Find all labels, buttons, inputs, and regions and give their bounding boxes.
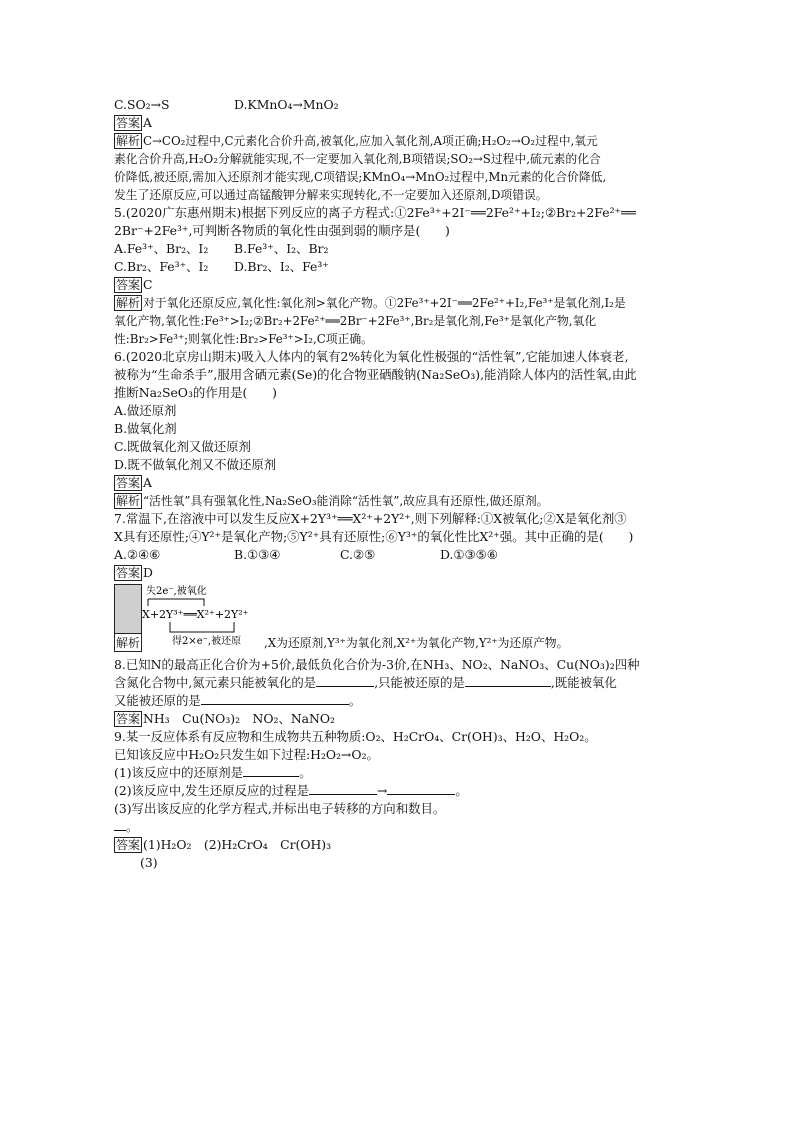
q5-option-b: B.Fe³⁺、I₂、Br₂ [234,241,329,256]
q9-line-2: 已知该反应中H₂O₂只发生如下过程:H₂O₂→O₂。 [114,747,379,762]
q5-analysis-text: 对于氧化还原反应,氧化性:氧化剂>氧化产物。①2Fe³⁺+2I⁻══2Fe²⁺+I₂,Fe³⁺是氧化剂,I₂是 [143,296,626,310]
q5-analysis-1 [114,294,684,312]
q4-analysis-1 [114,132,684,150]
q8-blank-2[interactable] [465,674,551,687]
q6-answer [114,474,684,492]
q9-answer-3: (3) [140,855,158,870]
q9-blank-end: 。 [126,819,139,834]
q7-option-a: A.②④⑥ [114,547,161,562]
q7-analysis-text: ,X为还原剂,Y³⁺为氧化剂,X²⁺为氧化产物,Y²⁺为还原产物。 [264,636,569,650]
q7-answer-value: D [143,565,153,580]
q9-sub2-text: (2)该反应中,发生还原反应的过程是 [114,783,309,798]
q4-analysis-2: 素化合价升高,H₂O₂分解就能实现,不一定要加入氧化剂,B项错误;SO₂→S过程中,硫元素的化合 [114,152,601,166]
q8-line-3 [114,692,684,710]
q5-options-cd [114,258,684,276]
q6-stem-1: 6.(2020北京房山期末)吸入人体内的氧有2%转化为氧化性极强的“活性氧”,它能加速人体衰老, [114,349,629,364]
q8-line-1: 8.已知N的最高正化合价为+5价,最低负化合价为-3价,在NH₃、NO₂、NaNO₃、Cu(NO₃)₂四种 [114,657,640,672]
q7-stem-1: 7.常温下,在溶液中可以发生反应X+2Y³⁺══X²⁺+2Y²⁺,则下列解释:①X被氧化;②X是氧化剂③ [114,511,627,526]
q8-text-e: 。 [348,693,362,708]
q5-stem-2: 2Br⁻+2Fe³⁺,可判断各物质的氧化性由强到弱的顺序是( ) [114,223,450,238]
q9-sub2-end: 。 [455,783,468,798]
analysis-label: 解析 [115,633,141,651]
q8-blank-1[interactable] [316,674,374,687]
q9-sub2-arrow: → [376,783,388,798]
q7-electron-transfer-diagram [114,584,684,654]
q7-option-d: D.①③⑤⑥ [440,547,498,562]
electron-transfer-svg [142,584,262,654]
q8-answer [114,710,684,728]
q4-option-c: C.SO₂→S [114,97,170,112]
q6-stem-2: 被称为“生命杀手”,服用含硒元素(Se)的化合物亚硒酸钠(Na₂SeO₃),能消除人体内的活性氧,由此 [114,367,637,382]
q9-sub1-end: 。 [299,765,312,780]
answer-label: 答案 [116,566,141,580]
q6-analysis-text: “活性氧”具有强氧化性,Na₂SeO₃能消除“活性氧”,故应具有还原性,做还原剂。 [143,494,549,508]
q7-options [114,546,684,564]
q9-answer-value: (1)H₂O₂ (2)H₂CrO₄ Cr(OH)₃ [143,837,332,852]
q4-analysis-3: 价降低,被还原,需加入还原剂才能实现,C项错误;KMnO₄→MnO₂过程中,Mn元素的化合价降低, [114,170,607,184]
q9-blank-2[interactable] [309,782,377,795]
q8-text-d: 又能被还原的是 [114,693,201,708]
arrow-top-bracket [148,599,204,606]
q8-text-b: ,只能被还原的是 [374,675,465,690]
q7-option-b: B.①③④ [234,547,281,562]
answer-label: 答案 [116,712,141,726]
analysis-label-box [114,584,142,652]
q6-analysis [114,492,684,510]
q9-sub-1 [114,764,684,782]
document-page [114,96,684,872]
answer-label: 答案 [116,838,141,852]
diagram-equation: X+2Y³⁺══X²⁺+2Y²⁺ [142,608,249,621]
q5-answer-value: C [143,277,153,292]
q5-answer [114,276,684,294]
answer-label: 答案 [116,278,141,292]
q8-answer-value: NH₃ Cu(NO₃)₂ NO₂、NaNO₂ [143,711,336,726]
arrow-bottom-bracket [170,622,234,632]
q4-answer [114,114,684,132]
q9-sub1-text: (1)该反应中的还原剂是 [114,765,244,780]
q9-blank-4[interactable] [114,818,126,831]
q9-blank-3[interactable] [387,782,455,795]
analysis-label: 解析 [116,134,141,148]
q8-text-a: 含氮化合物中,氮元素只能被氧化的是 [114,675,317,690]
analysis-label: 解析 [116,494,141,508]
q5-options-ab [114,240,684,258]
q6-option-b: B.做氧化剂 [114,421,177,436]
q9-line-1: 9.某一反应体系有反应物和生成物共五种物质:O₂、H₂CrO₄、Cr(OH)₃、H₂O、H₂O₂。 [114,729,597,744]
q9-answer [114,836,684,854]
q5-option-c: C.Br₂、Fe³⁺、I₂ [114,259,209,274]
q4-analysis-text: C→CO₂过程中,C元素化合价升高,被氧化,应加入氧化剂,A项正确;H₂O₂→O₂过程中,氧元 [143,134,598,148]
q9-blank-line [114,818,684,836]
q7-option-c: C.②⑤ [340,547,376,562]
q5-option-a: A.Fe³⁺、Br₂、I₂ [114,241,209,256]
q6-option-d: D.既不做氧化剂又不做还原剂 [114,457,277,472]
q5-analysis-3: 性:Br₂>Fe³⁺;则氧化性:Br₂>Fe³⁺>I₂,C项正确。 [114,332,373,346]
q7-stem-2: X具有还原性;④Y²⁺是氧化产物;⑤Y²⁺具有还原性;⑥Y³⁺的氧化性比X²⁺强。其中正确的是( ) [114,529,634,544]
q9-sub-3: (3)写出该反应的化学方程式,并标出电子转移的方向和数目。 [114,801,446,816]
q5-analysis-2: 氧化产物,氧化性:Fe³⁺>I₂;②Br₂+2Fe²⁺══2Br⁻+2Fe³⁺,Br₂是氧化剂,Fe³⁺是氧化产物,氧化 [114,314,597,328]
diagram-oxidized-label: 失2e⁻,被氧化 [146,586,207,597]
analysis-label: 解析 [116,296,141,310]
q4-options-cd [114,96,684,114]
q6-option-c: C.既做氧化剂又做还原剂 [114,439,251,454]
diagram-reduced-label: 得2×e⁻,被还原 [172,636,242,647]
q7-answer [114,564,684,582]
q4-analysis-4: 发生了还原反应,可以通过高锰酸钾分解来实现转化,不一定要加入还原剂,D项错误。 [114,188,548,202]
q8-line-2 [114,674,684,692]
q8-blank-3[interactable] [201,692,349,705]
q4-answer-value: A [143,115,152,130]
q5-option-d: D.Br₂、I₂、Fe³⁺ [234,259,329,274]
q6-answer-value: A [143,475,152,490]
q9-sub-2 [114,782,684,800]
q6-option-a: A.做还原剂 [114,403,177,418]
answer-label: 答案 [116,116,141,130]
q6-stem-3: 推断Na₂SeO₃的作用是( ) [114,385,277,400]
answer-label: 答案 [116,476,141,490]
q4-option-d: D.KMnO₄→MnO₂ [234,97,339,112]
q5-stem-1: 5.(2020广东惠州期末)根据下列反应的离子方程式:①2Fe³⁺+2I⁻══2Fe²⁺+I₂;②Br₂+2Fe²⁺══ [114,205,636,220]
q9-blank-1[interactable] [243,764,299,777]
q8-text-c: ,既能被氧化 [550,675,617,690]
